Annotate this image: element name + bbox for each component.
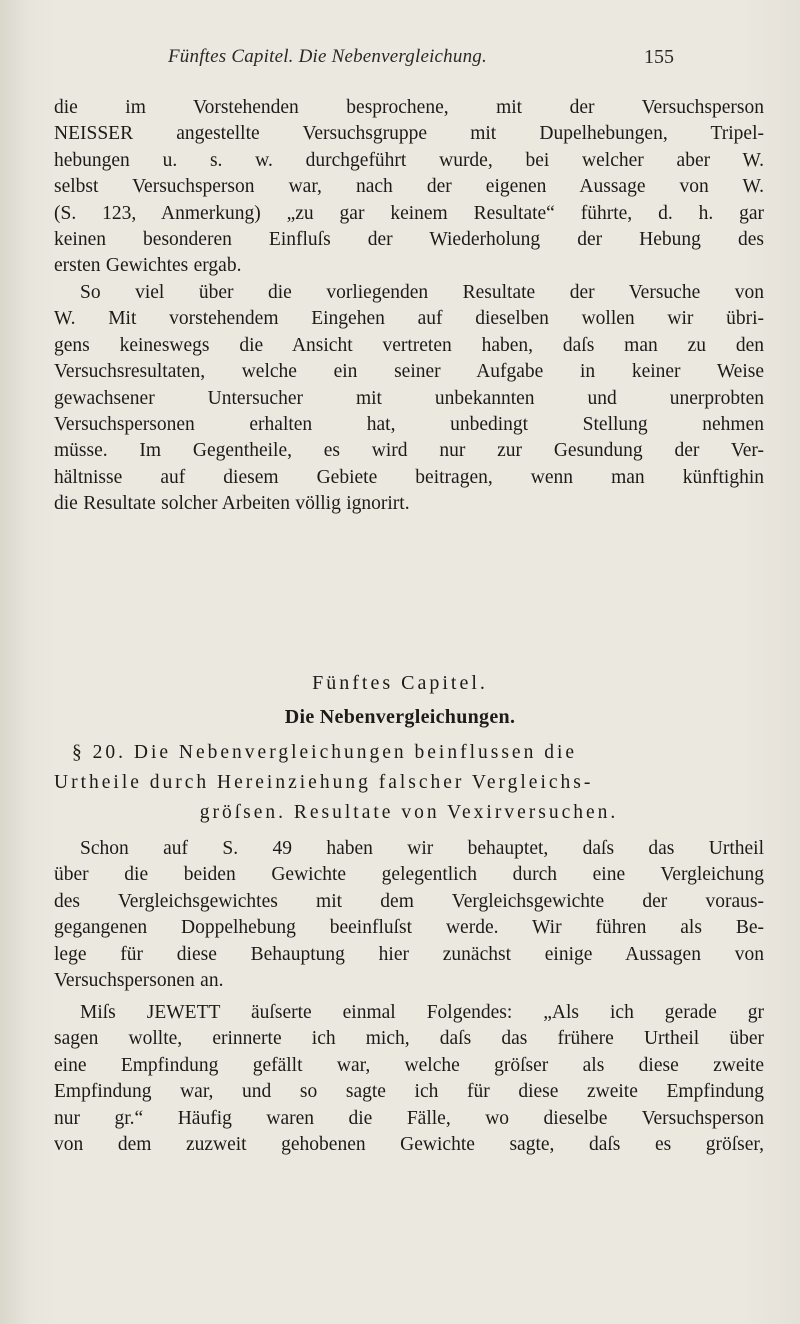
text-line: gegangenen Doppelhebung beeinfluſst werde. Wir führen als Be- (54, 917, 764, 939)
text-line: Schon auf S. 49 haben wir behauptet, daſs das Urtheil (80, 838, 764, 859)
running-title: Fünftes Capitel. Die Nebenvergleichung. (168, 46, 487, 67)
text-line: W. Mit vorstehendem Eingehen auf dieselben wollen wir übri- (54, 308, 764, 330)
text-line: nur gr.“ Häufig waren die Fälle, wo dieselbe Versuchsperson (54, 1107, 764, 1129)
text-line: von dem zuzweit gehobenen Gewichte sagte, daſs es gröſser, (54, 1134, 764, 1156)
text-line: des Vergleichsgewichtes mit dem Vergleichsgewichte der voraus- (54, 890, 764, 912)
text-line: Versuchsresultaten, welche ein seiner Aufgabe in keiner Weise (54, 361, 764, 383)
text-line: NEISSER angestellte Versuchsgruppe mit Dupelhebungen, Tripel- (54, 123, 764, 145)
page-header (168, 46, 688, 74)
text-line: So viel über die vorliegenden Resultate der Versuche von (80, 282, 764, 303)
text-line: eine Empfindung gefällt war, welche gröſser als diese zweite (54, 1054, 764, 1076)
text-line: Miſs JEWETT äuſserte einmal Folgendes: „Als ich gerade gr (80, 1002, 764, 1023)
text-line: ersten Gewichtes ergab. (54, 255, 242, 277)
text-line: Versuchspersonen erhalten hat, unbedingt Stellung nehmen (54, 414, 764, 436)
paragraph-1 (54, 95, 764, 280)
chapter-heading: Fünftes Capitel. (312, 672, 488, 694)
paragraph-2 (54, 280, 764, 518)
text-line: (S. 123, Anmerkung) „zu gar keinem Resultate“ führte, d. h. gar (54, 202, 764, 224)
text-line: müsse. Im Gegentheile, es wird nur zur Gesundung der Ver- (54, 440, 764, 462)
text-line: Versuchspersonen an. (54, 970, 224, 992)
text-line: hältnisse auf diesem Gebiete beitragen, wenn man künftighin (54, 466, 764, 488)
text-line: hebungen u. s. w. durchgeführt wurde, bei welcher aber W. (54, 149, 764, 171)
text-line: Empfindung war, und so sagte ich für diese zweite Empfindung (54, 1081, 764, 1103)
text-line: über die beiden Gewichte gelegentlich durch eine Vergleichung (54, 864, 764, 886)
text-line: gens keineswegs die Ansicht vertreten haben, daſs man zu den (54, 334, 764, 356)
text-line: die Resultate solcher Arbeiten völlig ignorirt. (54, 493, 410, 515)
page-number: 155 (644, 46, 674, 68)
text-line: die im Vorstehenden besprochene, mit der Versuchsperson (54, 97, 764, 118)
section-line: gröſsen. Resultate von Vexirversuchen. (199, 802, 619, 823)
paragraph-3 (54, 836, 764, 994)
section-heading (54, 738, 764, 828)
paragraph-4 (54, 1000, 764, 1158)
chapter-title: Die Nebenvergleichungen. (284, 706, 516, 728)
text-line: sagen wollte, erinnerte ich mich, daſs das frühere Urtheil über (54, 1028, 764, 1050)
text-line: keinen besonderen Einfluſs der Wiederholung der Hebung des (54, 229, 764, 251)
text-line: selbst Versuchsperson war, nach der eigenen Aussage von W. (54, 176, 764, 198)
text-line: lege für diese Behauptung hier zunächst einige Aussagen von (54, 943, 764, 965)
text-line: gewachsener Untersucher mit unbekannten und unerprobten (54, 387, 764, 409)
section-line: Urtheile durch Hereinziehung falscher Vergleichs- (54, 772, 594, 793)
section-line: § 20. Die Nebenvergleichungen beinflussen die (72, 742, 578, 763)
